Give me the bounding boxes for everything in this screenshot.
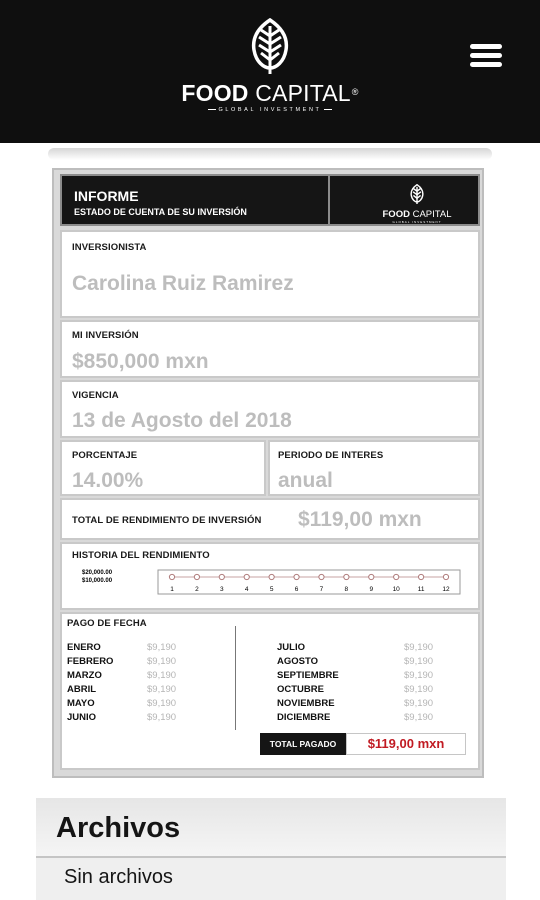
payment-amount: $9,190 [404, 684, 434, 695]
investment-value: $850,000 mxn [72, 350, 209, 373]
data-point [269, 574, 274, 579]
y-tick-label: $10,000.00 [82, 578, 113, 584]
files-panel [36, 798, 506, 900]
investor-label: INVERSIONISTA [72, 242, 147, 253]
validity-box [60, 380, 480, 438]
payment-month: DICIEMBRE [277, 712, 331, 723]
x-tick-label: 1 [170, 586, 174, 593]
payment-amount: $9,190 [404, 642, 434, 653]
payment-amount: $9,190 [404, 712, 434, 723]
payment-month: JUNIO [67, 712, 97, 723]
data-point [169, 574, 174, 579]
total-return-label: TOTAL DE RENDIMIENTO DE INVERSIÓN [72, 515, 262, 526]
app-header [0, 0, 540, 143]
payment-amount: $9,190 [147, 642, 177, 653]
chart-frame [158, 570, 460, 594]
payment-amount: $9,190 [147, 698, 177, 709]
payment-amount: $9,190 [404, 698, 434, 709]
leaf-logo-icon [250, 18, 290, 74]
data-point [418, 574, 423, 579]
x-tick-label: 7 [319, 586, 324, 593]
report-subtitle: ESTADO DE CUENTA DE SU INVERSIÓN [74, 207, 247, 217]
payment-amount: $9,190 [404, 670, 434, 681]
x-tick-label: 5 [269, 586, 274, 593]
payments-divider [235, 626, 236, 730]
x-tick-label: 3 [220, 586, 224, 593]
total-paid-label: TOTAL PAGADO [260, 733, 346, 755]
x-tick-label: 10 [392, 586, 400, 593]
payments-label: PAGO DE FECHA [67, 618, 147, 629]
files-empty-message: Sin archivos [64, 866, 173, 888]
return-history-box [60, 542, 480, 610]
data-point [369, 574, 374, 579]
interest-period-label: PERIODO DE INTERES [278, 450, 384, 461]
data-point [394, 574, 399, 579]
x-tick-label: 6 [294, 586, 299, 593]
leaf-logo-icon [409, 184, 425, 204]
files-header [36, 798, 506, 858]
payment-month: MARZO [67, 670, 102, 681]
data-point [443, 574, 448, 579]
investor-value: Carolina Ruiz Ramirez [72, 272, 294, 295]
brand-name: FOOD CAPITAL® [181, 80, 359, 106]
y-tick-label: $20,000.00 [82, 570, 113, 576]
payment-amount: $9,190 [147, 670, 177, 681]
x-tick-label: 9 [369, 586, 374, 593]
investment-box [60, 320, 480, 378]
header-divider [328, 176, 330, 224]
payment-amount: $9,190 [147, 712, 177, 723]
payment-month: OCTUBRE [277, 684, 324, 695]
percentage-label: PORCENTAJE [72, 450, 138, 461]
data-point [194, 574, 199, 579]
total-paid-value: $119,00 mxn [346, 733, 466, 755]
percentage-value: 14.00% [72, 469, 144, 492]
report-title: INFORME [74, 188, 139, 204]
x-tick-label: 12 [442, 586, 450, 593]
interest-period-box [268, 440, 480, 496]
report-header [60, 174, 480, 226]
payment-month: SEPTIEMBRE [277, 670, 339, 681]
payment-month: FEBRERO [67, 656, 114, 667]
payment-month: AGOSTO [277, 656, 318, 667]
total-return-value: $119,00 mxn [298, 508, 422, 531]
percentage-box [60, 440, 266, 496]
files-title: Archivos [56, 812, 181, 844]
x-tick-label: 4 [244, 586, 249, 593]
hamburger-menu-icon[interactable] [470, 44, 504, 68]
payment-amount: $9,190 [147, 684, 177, 695]
data-point [244, 574, 249, 579]
brand-logo[interactable] [0, 18, 540, 113]
mini-brand-logo: FOOD CAPITAL GLOBAL INVESTMENT [372, 184, 462, 224]
validity-label: VIGENCIA [72, 390, 119, 401]
payment-month: MAYO [67, 698, 95, 709]
payment-month: JULIO [277, 642, 305, 653]
payment-month: ABRIL [67, 684, 97, 695]
payment-amount: $9,190 [147, 656, 177, 667]
interest-period-value: anual [278, 469, 333, 492]
investor-box [60, 230, 480, 318]
validity-value: 13 de Agosto del 2018 [72, 409, 292, 432]
header-shadow [48, 148, 492, 160]
account-statement-card [52, 168, 484, 778]
investment-label: MI INVERSIÓN [72, 330, 139, 341]
x-tick-label: 2 [195, 586, 199, 593]
data-point [219, 574, 224, 579]
payments-box [60, 612, 480, 770]
return-history-label: HISTORIA DEL RENDIMIENTO [72, 550, 210, 561]
data-point [294, 574, 299, 579]
data-point [319, 574, 324, 579]
x-tick-label: 11 [417, 586, 425, 593]
total-return-box [60, 498, 480, 540]
payment-month: ENERO [67, 642, 101, 653]
x-tick-label: 8 [344, 586, 349, 593]
data-point [344, 574, 349, 579]
payment-amount: $9,190 [404, 656, 434, 667]
brand-tagline: GLOBAL INVESTMENT [0, 107, 540, 113]
return-history-chart [62, 544, 478, 608]
payment-month: NOVIEMBRE [277, 698, 335, 709]
